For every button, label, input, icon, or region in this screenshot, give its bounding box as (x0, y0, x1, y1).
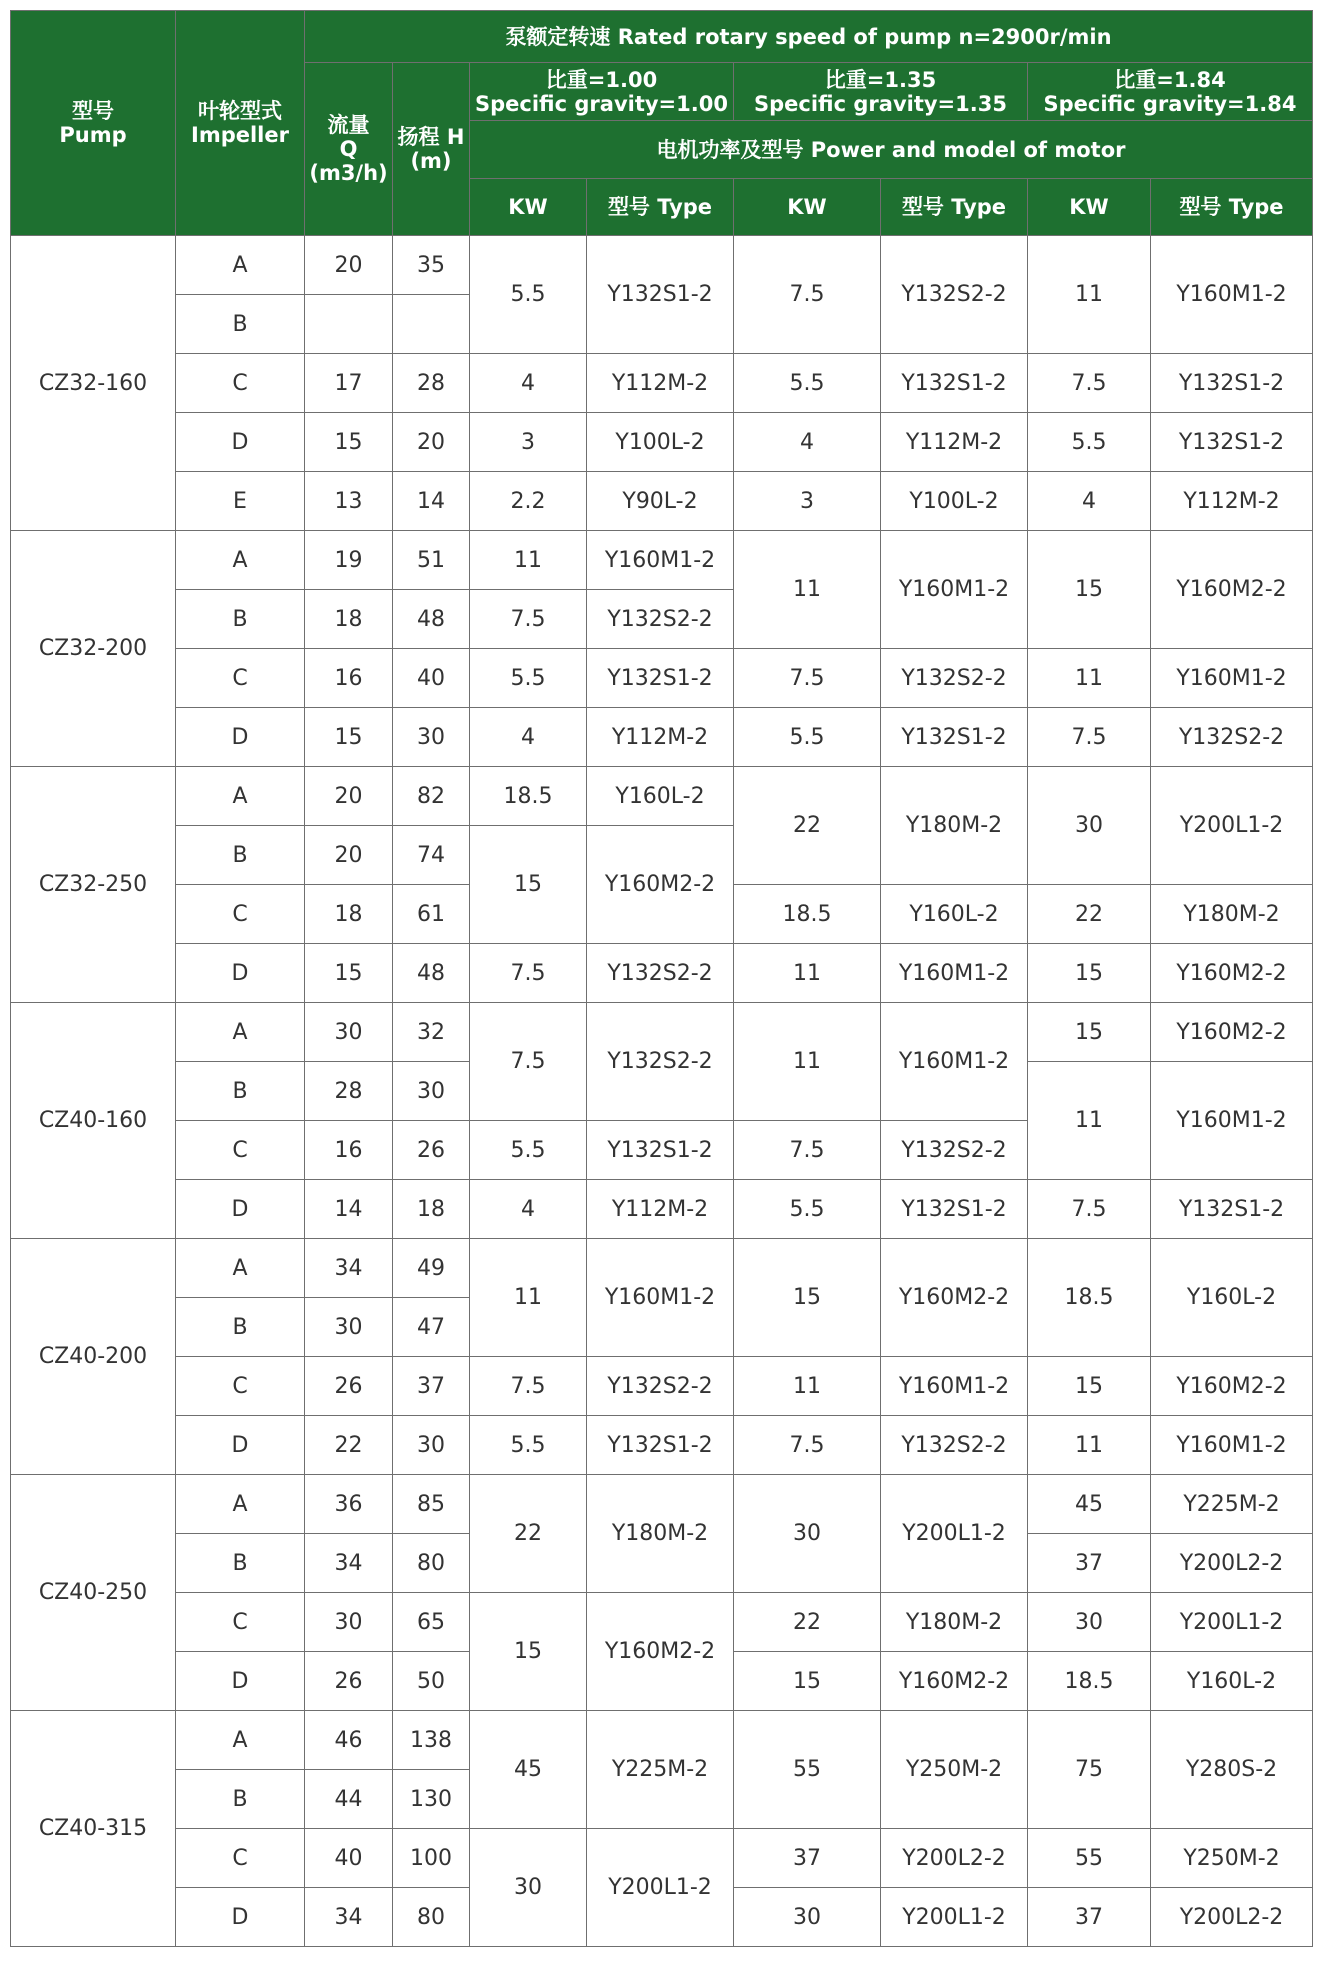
table-cell: 20 (393, 413, 470, 472)
table-cell: 15 (1028, 531, 1151, 649)
model-cell: CZ40-200 (11, 1239, 176, 1475)
table-cell: 3 (734, 472, 881, 531)
table-cell: 35 (393, 236, 470, 295)
table-cell: 85 (393, 1475, 470, 1534)
header-gravity-2 (734, 63, 1028, 121)
table-cell: Y180M-2 (1151, 885, 1313, 944)
table-row (11, 1003, 1313, 1062)
table-cell: 40 (305, 1829, 393, 1888)
table-row (11, 708, 1313, 767)
table-row (11, 531, 1313, 590)
table-cell: Y200L1-2 (587, 1829, 734, 1947)
table-cell: 7.5 (1028, 354, 1151, 413)
table-cell: 61 (393, 885, 470, 944)
model-cell: CZ32-200 (11, 531, 176, 767)
table-cell: 5.5 (734, 708, 881, 767)
header-gravity-zh: 比重=1.00 (545, 67, 658, 92)
table-cell: 11 (734, 944, 881, 1003)
table-cell: E (176, 472, 305, 531)
table-row (11, 944, 1313, 1003)
table-cell: D (176, 413, 305, 472)
table-row (11, 236, 1313, 295)
table-cell: 4 (734, 413, 881, 472)
table-cell: 17 (305, 354, 393, 413)
table-cell: 5.5 (734, 1180, 881, 1239)
table-cell: Y160M1-2 (881, 1003, 1028, 1121)
table-cell: 20 (305, 826, 393, 885)
table-cell: 7.5 (734, 236, 881, 354)
table-cell: Y160M2-2 (1151, 531, 1313, 649)
table-cell: B (176, 590, 305, 649)
table-cell: B (176, 1770, 305, 1829)
table-cell: Y200L1-2 (1151, 767, 1313, 885)
table-cell: Y160M2-2 (881, 1239, 1028, 1357)
table-cell: C (176, 1357, 305, 1416)
header-model-zh: 型号 (72, 99, 114, 123)
table-cell: Y132S2-2 (587, 1003, 734, 1121)
table-row (11, 472, 1313, 531)
table-cell: 40 (393, 649, 470, 708)
table-cell: 30 (393, 1062, 470, 1121)
table-cell: Y200L2-2 (1151, 1534, 1313, 1593)
table-cell: Y160M1-2 (881, 531, 1028, 649)
table-cell: 45 (1028, 1475, 1151, 1534)
table-row (11, 1357, 1313, 1416)
table-cell: 15 (1028, 1357, 1151, 1416)
table-cell: 80 (393, 1888, 470, 1947)
table-cell: 11 (734, 1003, 881, 1121)
table-cell: C (176, 354, 305, 413)
table-cell: D (176, 708, 305, 767)
pump-spec-table-container (10, 10, 1312, 1947)
table-cell: 34 (305, 1239, 393, 1298)
table-row (11, 354, 1313, 413)
table-cell: 48 (393, 590, 470, 649)
table-cell: D (176, 1416, 305, 1475)
table-cell: 7.5 (734, 649, 881, 708)
header-gravity-en: Specific gravity=1.00 (475, 91, 728, 116)
table-cell: Y132S1-2 (1151, 413, 1313, 472)
header-gravity-zh: 比重=1.84 (1114, 67, 1226, 92)
table-cell: B (176, 1534, 305, 1593)
table-cell: 15 (734, 1652, 881, 1711)
table-cell: 18.5 (1028, 1652, 1151, 1711)
table-cell: Y160M1-2 (1151, 649, 1313, 708)
header-gravity-en: Specific gravity=1.84 (1043, 91, 1297, 116)
table-cell: 48 (393, 944, 470, 1003)
table-cell: Y225M-2 (587, 1711, 734, 1829)
table-cell: D (176, 1888, 305, 1947)
table-cell: Y132S1-2 (587, 236, 734, 354)
table-cell: 44 (305, 1770, 393, 1829)
table-header (11, 11, 1313, 236)
table-cell: Y112M-2 (1151, 472, 1313, 531)
table-cell: 7.5 (734, 1121, 881, 1180)
table-cell: Y200L1-2 (881, 1888, 1028, 1947)
header-kw: KW (734, 179, 881, 236)
table-cell: 37 (1028, 1888, 1151, 1947)
table-cell: 11 (1028, 1416, 1151, 1475)
table-cell: Y160M2-2 (1151, 1357, 1313, 1416)
table-cell: Y132S2-2 (881, 649, 1028, 708)
table-cell: 5.5 (1028, 413, 1151, 472)
table-cell: 4 (1028, 472, 1151, 531)
table-cell (393, 295, 470, 354)
table-row (11, 1829, 1313, 1888)
pump-spec-table (10, 10, 1313, 1947)
table-cell: C (176, 1593, 305, 1652)
table-cell: D (176, 1652, 305, 1711)
table-cell: Y200L2-2 (1151, 1888, 1313, 1947)
header-gravity-1 (470, 63, 734, 121)
table-cell: 32 (393, 1003, 470, 1062)
table-cell: 74 (393, 826, 470, 885)
table-cell: 30 (393, 708, 470, 767)
model-cell: CZ40-250 (11, 1475, 176, 1711)
table-cell: 19 (305, 531, 393, 590)
table-cell: C (176, 1121, 305, 1180)
header-gravity-zh: 比重=1.35 (824, 67, 937, 92)
table-cell: 37 (393, 1357, 470, 1416)
table-cell: 30 (305, 1298, 393, 1357)
table-cell: 15 (1028, 944, 1151, 1003)
table-cell: D (176, 944, 305, 1003)
table-cell: 55 (734, 1711, 881, 1829)
table-cell: C (176, 885, 305, 944)
table-cell: 55 (1028, 1829, 1151, 1888)
table-cell: 28 (305, 1062, 393, 1121)
table-cell: 18.5 (1028, 1239, 1151, 1357)
table-cell: 5.5 (470, 236, 587, 354)
table-cell: 45 (470, 1711, 587, 1829)
table-cell: 2.2 (470, 472, 587, 531)
table-cell: 13 (305, 472, 393, 531)
table-cell: 18 (305, 885, 393, 944)
table-cell: B (176, 1298, 305, 1357)
table-cell: 5.5 (470, 1416, 587, 1475)
table-cell: 20 (305, 236, 393, 295)
table-cell: 3 (470, 413, 587, 472)
table-cell: Y180M-2 (881, 767, 1028, 885)
table-body (11, 236, 1313, 1947)
table-cell: 37 (1028, 1534, 1151, 1593)
table-cell: A (176, 236, 305, 295)
model-cell: CZ32-250 (11, 767, 176, 1003)
table-cell: 30 (734, 1888, 881, 1947)
table-cell: 130 (393, 1770, 470, 1829)
table-cell: 15 (470, 1593, 587, 1711)
table-cell: Y160M1-2 (881, 944, 1028, 1003)
table-cell: Y160L-2 (1151, 1652, 1313, 1711)
header-type: 型号 Type (881, 179, 1028, 236)
header-gravity-3 (1028, 63, 1313, 121)
table-cell: 46 (305, 1711, 393, 1770)
header-flow-zh: 流量 (327, 113, 370, 137)
table-cell: 80 (393, 1534, 470, 1593)
table-cell: 18.5 (734, 885, 881, 944)
table-cell: Y132S1-2 (881, 1180, 1028, 1239)
table-row (11, 1475, 1313, 1534)
table-cell: Y250M-2 (881, 1711, 1028, 1829)
table-row (11, 1711, 1313, 1770)
table-cell: Y180M-2 (587, 1475, 734, 1593)
table-cell: 16 (305, 1121, 393, 1180)
table-cell: 11 (470, 1239, 587, 1357)
table-cell: Y132S1-2 (881, 708, 1028, 767)
table-cell: Y160M1-2 (1151, 236, 1313, 354)
table-cell: 11 (734, 1357, 881, 1416)
table-cell: Y200L2-2 (881, 1829, 1028, 1888)
table-cell: 4 (470, 1180, 587, 1239)
table-cell: 5.5 (470, 649, 587, 708)
header-type: 型号 Type (1151, 179, 1313, 236)
table-cell: 15 (734, 1239, 881, 1357)
table-cell: 20 (305, 767, 393, 826)
table-cell: Y100L-2 (881, 472, 1028, 531)
header-impeller-en: Impeller (191, 123, 289, 147)
table-cell: Y90L-2 (587, 472, 734, 531)
table-cell: 7.5 (470, 1003, 587, 1121)
table-cell: 22 (1028, 885, 1151, 944)
table-cell: A (176, 1711, 305, 1770)
table-cell: 11 (1028, 236, 1151, 354)
table-cell: 30 (734, 1475, 881, 1593)
table-cell: A (176, 767, 305, 826)
model-cell: CZ32-160 (11, 236, 176, 531)
table-cell: 30 (1028, 767, 1151, 885)
table-cell: Y280S-2 (1151, 1711, 1313, 1829)
table-cell: 34 (305, 1888, 393, 1947)
table-cell: D (176, 1180, 305, 1239)
table-cell: B (176, 826, 305, 885)
table-cell: 82 (393, 767, 470, 826)
header-head-unit: (m) (410, 149, 452, 173)
table-cell: Y160M2-2 (587, 826, 734, 944)
table-cell: Y132S1-2 (587, 1416, 734, 1475)
table-cell: 14 (305, 1180, 393, 1239)
table-cell: Y160M1-2 (881, 1357, 1028, 1416)
model-cell: CZ40-160 (11, 1003, 176, 1239)
model-cell: CZ40-315 (11, 1711, 176, 1947)
header-motor: 电机功率及型号 Power and model of motor (470, 121, 1313, 179)
table-cell: 30 (305, 1593, 393, 1652)
table-row (11, 767, 1313, 826)
table-cell: 26 (393, 1121, 470, 1180)
table-cell: 30 (470, 1829, 587, 1947)
table-cell: 50 (393, 1652, 470, 1711)
header-kw: KW (1028, 179, 1151, 236)
table-row (11, 413, 1313, 472)
table-cell: 15 (470, 826, 587, 944)
table-cell: Y160M2-2 (1151, 1003, 1313, 1062)
table-cell: 22 (470, 1475, 587, 1593)
header-flow-q: Q (339, 137, 358, 161)
table-cell: Y160M1-2 (587, 531, 734, 590)
table-cell: 18 (305, 590, 393, 649)
table-cell: 18 (393, 1180, 470, 1239)
table-cell: A (176, 1239, 305, 1298)
table-cell: Y200L1-2 (1151, 1593, 1313, 1652)
header-flow (305, 63, 393, 236)
header-impeller-zh: 叶轮型式 (198, 99, 282, 123)
table-cell: 75 (1028, 1711, 1151, 1829)
table-cell: Y250M-2 (1151, 1829, 1313, 1888)
table-cell: Y132S1-2 (1151, 1180, 1313, 1239)
table-cell: Y132S2-2 (1151, 708, 1313, 767)
table-cell: 7.5 (1028, 708, 1151, 767)
table-cell: 26 (305, 1652, 393, 1711)
table-cell: Y132S2-2 (881, 1121, 1028, 1180)
table-cell: Y112M-2 (587, 1180, 734, 1239)
table-cell: Y132S2-2 (881, 1416, 1028, 1475)
table-cell: 22 (305, 1416, 393, 1475)
table-cell: 36 (305, 1475, 393, 1534)
table-cell: 51 (393, 531, 470, 590)
table-cell: Y112M-2 (881, 413, 1028, 472)
table-cell: Y225M-2 (1151, 1475, 1313, 1534)
table-cell: Y112M-2 (587, 354, 734, 413)
header-kw: KW (470, 179, 587, 236)
table-cell: 15 (305, 413, 393, 472)
table-cell: 4 (470, 354, 587, 413)
table-cell: Y160M2-2 (1151, 944, 1313, 1003)
table-cell: C (176, 1829, 305, 1888)
table-cell: Y132S2-2 (881, 236, 1028, 354)
table-cell: 5.5 (734, 354, 881, 413)
table-cell: 18.5 (470, 767, 587, 826)
table-row (11, 649, 1313, 708)
table-cell: 22 (734, 1593, 881, 1652)
table-cell: B (176, 1062, 305, 1121)
table-cell: 30 (305, 1003, 393, 1062)
table-cell: 15 (305, 944, 393, 1003)
table-cell: 7.5 (470, 590, 587, 649)
table-cell: Y132S1-2 (881, 354, 1028, 413)
table-cell: Y132S2-2 (587, 944, 734, 1003)
table-cell: 4 (470, 708, 587, 767)
table-cell: 26 (305, 1357, 393, 1416)
table-cell: B (176, 295, 305, 354)
table-cell: 11 (1028, 649, 1151, 708)
table-cell: 37 (734, 1829, 881, 1888)
table-cell: 49 (393, 1239, 470, 1298)
table-row (11, 1180, 1313, 1239)
table-cell: 28 (393, 354, 470, 413)
table-cell: 22 (734, 767, 881, 885)
table-cell: Y160M2-2 (587, 1593, 734, 1711)
table-row (11, 1593, 1313, 1652)
table-cell: Y160L-2 (587, 767, 734, 826)
table-cell: 7.5 (1028, 1180, 1151, 1239)
header-flow-unit: (m3/h) (309, 161, 388, 185)
table-cell: 7.5 (470, 1357, 587, 1416)
table-cell: 7.5 (470, 944, 587, 1003)
table-cell: 30 (1028, 1593, 1151, 1652)
table-cell: 5.5 (470, 1121, 587, 1180)
table-cell: Y200L1-2 (881, 1475, 1028, 1593)
table-cell: Y132S2-2 (587, 1357, 734, 1416)
table-cell: A (176, 1475, 305, 1534)
table-cell: Y112M-2 (587, 708, 734, 767)
table-cell: A (176, 531, 305, 590)
table-cell: 34 (305, 1534, 393, 1593)
table-cell: 65 (393, 1593, 470, 1652)
table-cell: Y132S2-2 (587, 590, 734, 649)
table-cell: Y132S1-2 (1151, 354, 1313, 413)
table-cell: Y100L-2 (587, 413, 734, 472)
table-cell: 30 (393, 1416, 470, 1475)
header-type: 型号 Type (587, 179, 734, 236)
table-row (11, 1239, 1313, 1298)
table-cell: Y160L-2 (1151, 1239, 1313, 1357)
table-cell: 7.5 (734, 1416, 881, 1475)
table-cell: 11 (470, 531, 587, 590)
header-model-en: Pump (59, 123, 127, 147)
table-cell: 47 (393, 1298, 470, 1357)
table-row (11, 1416, 1313, 1475)
table-cell: Y132S1-2 (587, 1121, 734, 1180)
header-gravity-en: Specific gravity=1.35 (754, 91, 1007, 116)
header-model (11, 11, 176, 236)
table-cell: Y180M-2 (881, 1593, 1028, 1652)
header-impeller (176, 11, 305, 236)
header-head-zh: 扬程 H (397, 125, 465, 149)
table-cell: 11 (1028, 1062, 1151, 1180)
table-cell: 15 (305, 708, 393, 767)
table-cell: C (176, 649, 305, 708)
table-cell: 100 (393, 1829, 470, 1888)
table-cell: Y132S1-2 (587, 649, 734, 708)
table-cell: Y160M1-2 (1151, 1416, 1313, 1475)
table-cell: A (176, 1003, 305, 1062)
table-cell: 11 (734, 531, 881, 649)
header-head (393, 63, 470, 236)
table-cell: 138 (393, 1711, 470, 1770)
table-cell (305, 295, 393, 354)
table-cell: Y160M2-2 (881, 1652, 1028, 1711)
table-cell: 14 (393, 472, 470, 531)
table-cell: 16 (305, 649, 393, 708)
table-cell: Y160M1-2 (1151, 1062, 1313, 1180)
header-rated-speed: 泵额定转速 Rated rotary speed of pump n=2900r/min (305, 11, 1313, 63)
table-cell: 15 (1028, 1003, 1151, 1062)
table-cell: Y160M1-2 (587, 1239, 734, 1357)
table-cell: Y160L-2 (881, 885, 1028, 944)
